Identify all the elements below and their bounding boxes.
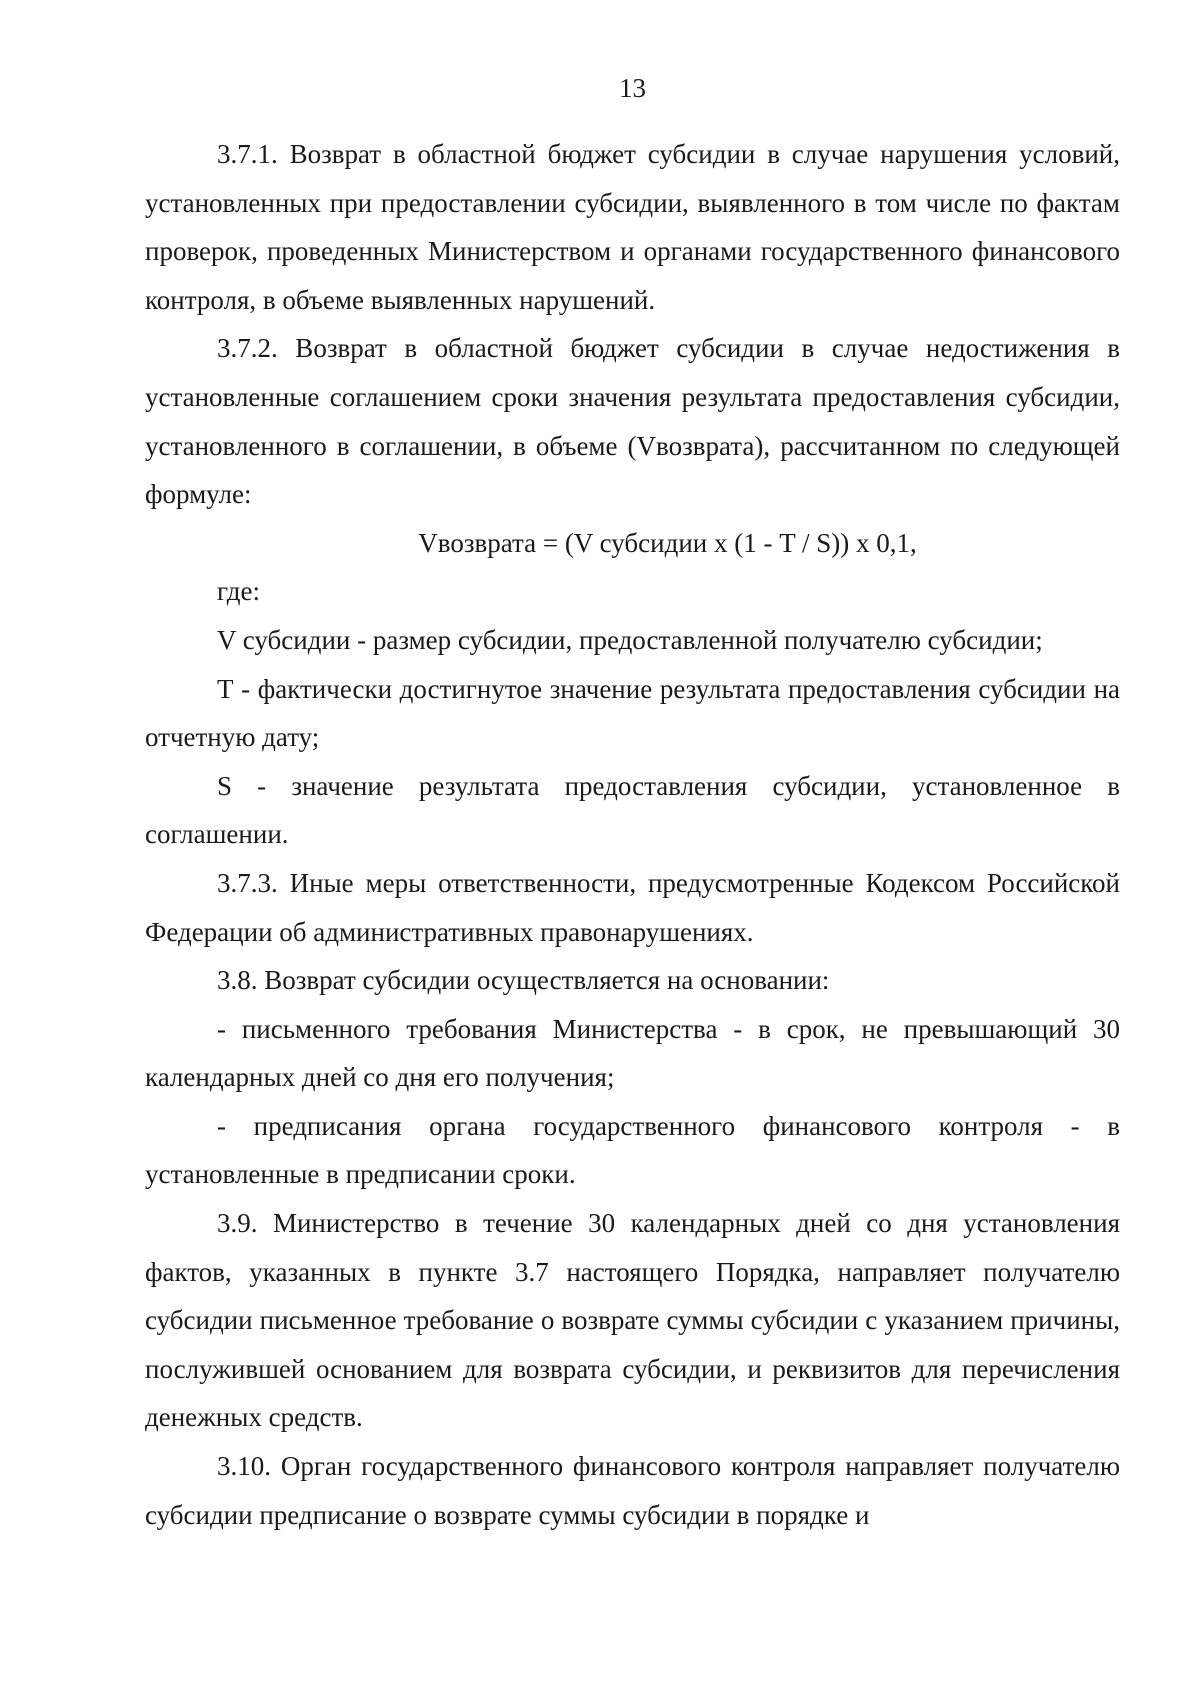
formula-definition-v: V субсидии - размер субсидии, предоставленной получателю субсидии; xyxy=(217,624,1043,655)
paragraph-3-9: 3.9. Министерство в течение 30 календарных дней со дня установления фактов, указанных в пункте 3.7 настоящего Порядка, направляет получателю субсидии письменное требование о возврате суммы субсидии с указанием причины, послужившей основанием для возврата субсидии, и реквизитов для перечисления денежных средств. xyxy=(145,1208,1120,1433)
list-item-prescription: - предписания органа государственного финансового контроля - в установленные в предписании сроки. xyxy=(145,1110,1120,1190)
paragraph-3-10: 3.10. Орган государственного финансового контроля направляет получателю субсидии предписание о возврате суммы субсидии в порядке и xyxy=(145,1451,1120,1530)
paragraph-3-7-1: 3.7.1. Возврат в областной бюджет субсидии в случае нарушения условий, установленных при предоставлении субсидии, выявленного в том числе по фактам проверок, проведенных Министерством и органами государственного финансового контроля, в объеме выявленных нарушений. xyxy=(145,139,1120,315)
paragraph-3-7-3: 3.7.3. Иные меры ответственности, предусмотренные Кодексом Российской Федерации об административных правонарушениях. xyxy=(145,867,1120,947)
paragraph-3-8: 3.8. Возврат субсидии осуществляется на основании: xyxy=(217,965,830,996)
paragraph-3-7-2: 3.7.2. Возврат в областной бюджет субсидии в случае недостижения в установленные соглашением сроки значения результата предоставления субсидии, установленного в соглашении, в объеме (Vвозврата), рассчитанном по следующей формуле: xyxy=(145,333,1120,510)
document-body xyxy=(145,130,1120,1539)
formula-where-label: где: xyxy=(217,576,260,607)
formula-definition-t: Т - фактически достигнутое значение результата предоставления субсидии на отчетную дату; xyxy=(145,673,1120,753)
formula: Vвозврата = (V субсидии х (1 - T / S)) х 0,1, xyxy=(418,527,917,558)
list-item-written-demand: - письменного требования Министерства - в срок, не превышающий 30 календарных дней со дня его получения; xyxy=(145,1013,1120,1093)
page-number: 13 xyxy=(619,73,646,103)
formula-definition-s: S - значение результата предоставления субсидии, установленное в соглашении. xyxy=(145,770,1120,850)
